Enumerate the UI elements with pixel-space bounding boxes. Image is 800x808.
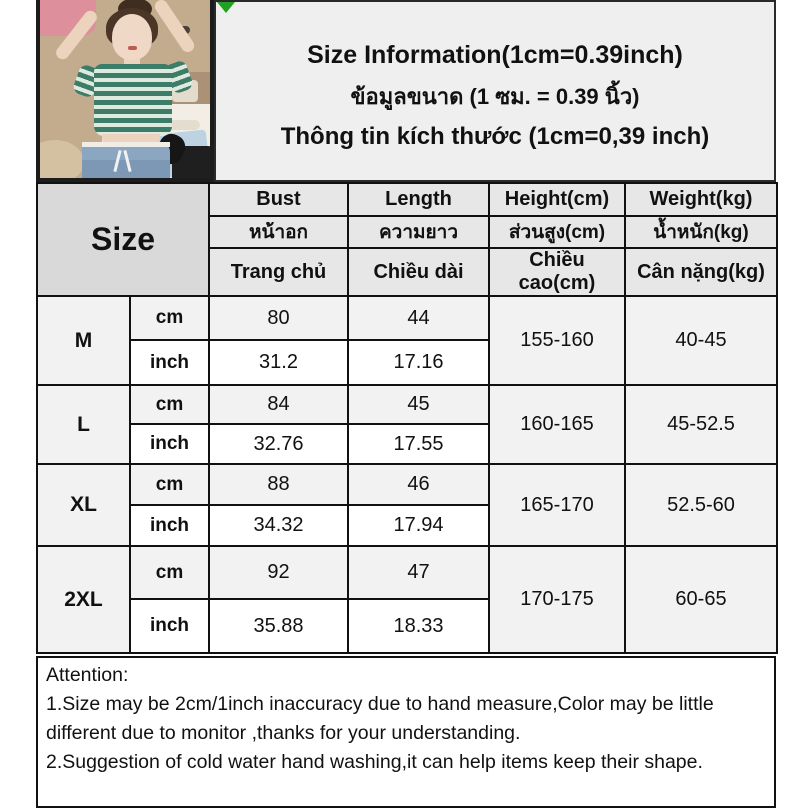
row-xl-unit-inch: inch [130, 505, 209, 546]
photo-stool [36, 140, 84, 182]
row-xl-length-cm: 46 [348, 464, 489, 505]
row-m-bust-cm: 80 [209, 296, 348, 340]
attention-box [36, 656, 776, 808]
row-xl-bust-inch: 34.32 [209, 505, 348, 546]
row-l-height: 160-165 [489, 385, 625, 464]
row-l-unit-inch: inch [130, 424, 209, 464]
row-m-length-inch: 17.16 [348, 340, 489, 385]
top-row [36, 0, 776, 182]
model-photo [36, 0, 214, 182]
row-l-length-inch: 17.55 [348, 424, 489, 464]
row-xl-length-inch: 17.94 [348, 505, 489, 546]
photo-jeans-waistband [82, 142, 170, 147]
row-2xl-unit-inch: inch [130, 599, 209, 653]
row-xl-bust-cm: 88 [209, 464, 348, 505]
title-thai: ข้อมูลขนาด (1 ซม. = 0.39 นิ้ว) [350, 84, 640, 109]
bust-header-vi: Trang chủ [209, 248, 348, 296]
row-2xl-length-cm: 47 [348, 546, 489, 599]
height-header-th: ส่วนสูง(cm) [489, 216, 625, 248]
row-2xl-size-label: 2XL [37, 546, 130, 653]
row-l-bust-inch: 32.76 [209, 424, 348, 464]
row-2xl-weight: 60-65 [625, 546, 777, 653]
green-corner-marker-icon [217, 2, 235, 13]
row-l-weight: 45-52.5 [625, 385, 777, 464]
size-information-panel [214, 0, 776, 182]
row-l-length-cm: 45 [348, 385, 489, 424]
row-xl-weight: 52.5-60 [625, 464, 777, 546]
length-header-en: Length [348, 183, 489, 216]
row-m-bust-inch: 31.2 [209, 340, 348, 385]
title-english: Size Information(1cm=0.39inch) [307, 41, 683, 69]
weight-header-th: น้ำหนัก(kg) [625, 216, 777, 248]
weight-header-vi: Cân nặng(kg) [625, 248, 777, 296]
size-header-cell: Size [37, 183, 209, 296]
row-2xl-length-inch: 18.33 [348, 599, 489, 653]
row-2xl-bust-cm: 92 [209, 546, 348, 599]
row-xl-unit-cm: cm [130, 464, 209, 505]
bust-header-th: หน้าอก [209, 216, 348, 248]
height-header-vi: Chiều cao(cm) [489, 248, 625, 296]
row-m-height: 155-160 [489, 296, 625, 385]
attention-note-1: 1.Size may be 2cm/1inch inaccuracy due to hand measure,Color may be little different due to monitor ,thanks for your understanding. [46, 692, 714, 744]
row-m-weight: 40-45 [625, 296, 777, 385]
length-header-th: ความยาว [348, 216, 489, 248]
row-2xl-bust-inch: 35.88 [209, 599, 348, 653]
photo-model-right-arm [152, 0, 196, 55]
photo-striped-shirt [94, 64, 172, 136]
row-xl-height: 165-170 [489, 464, 625, 546]
photo-model-lips [128, 46, 137, 50]
row-m-unit-inch: inch [130, 340, 209, 385]
row-2xl-unit-cm: cm [130, 546, 209, 599]
attention-title: Attention: [46, 664, 129, 686]
title-vietnamese: Thông tin kích thước (1cm=0,39 inch) [280, 123, 710, 150]
bust-header-en: Bust [209, 183, 348, 216]
length-header-vi: Chiều dài [348, 248, 489, 296]
row-m-size-label: M [37, 296, 130, 385]
row-l-unit-cm: cm [130, 385, 209, 424]
row-m-unit-cm: cm [130, 296, 209, 340]
row-m-length-cm: 44 [348, 296, 489, 340]
row-l-size-label: L [37, 385, 130, 464]
attention-note-2: 2.Suggestion of cold water hand washing,it can help items keep their shape. [46, 750, 703, 773]
photo-model-face [112, 14, 152, 60]
row-xl-size-label: XL [37, 464, 130, 546]
row-2xl-height: 170-175 [489, 546, 625, 653]
weight-header-en: Weight(kg) [625, 183, 777, 216]
row-l-bust-cm: 84 [209, 385, 348, 424]
height-header-en: Height(cm) [489, 183, 625, 216]
size-table [36, 182, 778, 654]
